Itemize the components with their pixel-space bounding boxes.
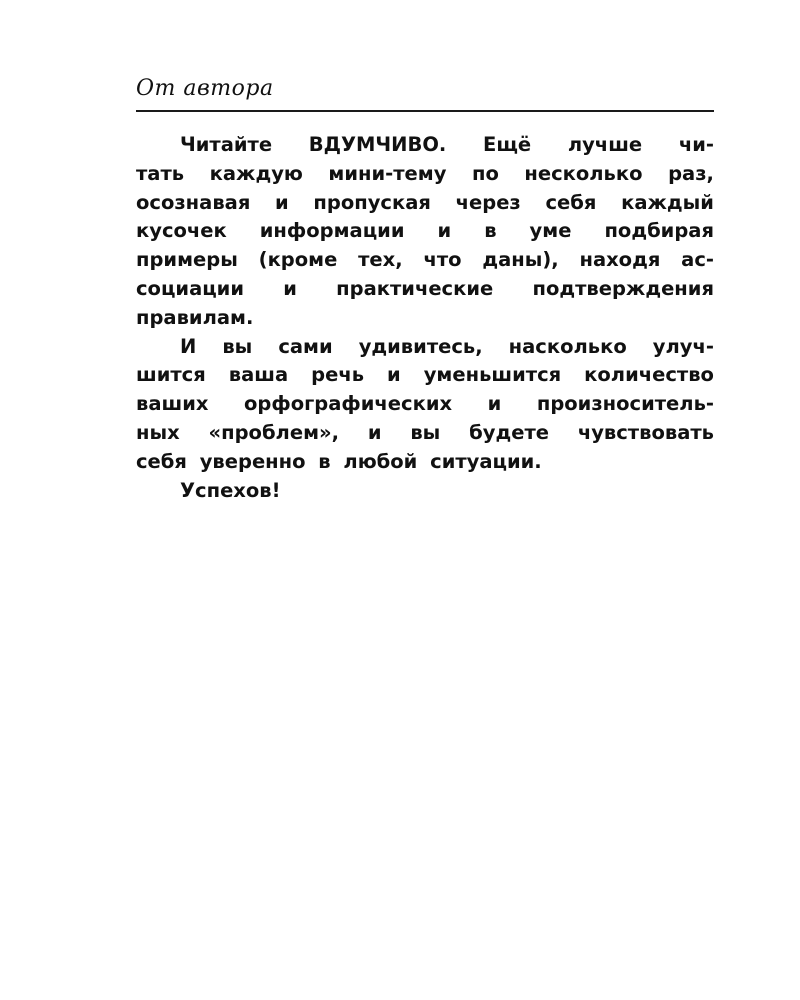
word: каждую (209, 161, 303, 185)
paragraph-line (136, 275, 714, 304)
paragraph-line (136, 448, 714, 477)
word: (кроме (258, 248, 338, 272)
word: уменьшится (423, 363, 562, 387)
paragraph-line (136, 304, 714, 333)
word: насколько (508, 334, 627, 358)
word: «проблем», (208, 420, 340, 444)
word: ваша (228, 363, 289, 387)
word: речь (311, 363, 365, 387)
word: информации (259, 219, 405, 243)
body-text (136, 131, 714, 505)
word: по (471, 161, 499, 185)
word: ВДУМЧИВО. (308, 133, 447, 156)
paragraph-line (136, 361, 714, 390)
word: даны), (482, 248, 559, 272)
word: и (275, 190, 289, 214)
word: улуч- (652, 334, 714, 358)
word: будете (469, 420, 549, 444)
word: пропуская (313, 190, 431, 214)
word: мини-тему (328, 161, 447, 185)
paragraph-line (136, 217, 714, 246)
word: находя (579, 248, 661, 272)
word: и (367, 420, 382, 444)
word: сами (278, 334, 333, 358)
word: кусочек (136, 219, 227, 243)
word: ваших (136, 392, 209, 416)
word: и (487, 392, 502, 416)
word: уме (529, 219, 572, 243)
word: и (283, 276, 297, 300)
word: лучше (567, 133, 643, 156)
word: Ещё (483, 133, 532, 156)
word: вы (410, 420, 441, 444)
word: социации (136, 276, 245, 300)
word: чувствовать (577, 420, 714, 444)
word: ных (136, 420, 180, 444)
word: и (437, 219, 452, 243)
word: И (180, 334, 197, 358)
paragraph-line (136, 160, 714, 189)
word: вы (222, 334, 253, 358)
word: удивитесь, (358, 334, 483, 358)
word: себя уверенно в любой ситуации. (136, 449, 542, 473)
word: подтверждения (532, 276, 714, 300)
paragraph-line (136, 333, 714, 362)
word: Читайте (180, 133, 273, 156)
word: ас- (681, 248, 714, 272)
paragraph-line (136, 390, 714, 419)
word: количество (584, 363, 714, 387)
paragraph-line (136, 477, 714, 506)
paragraph-line (136, 419, 714, 448)
word: через (455, 190, 521, 214)
running-head-title: От автора (136, 76, 274, 101)
closing-word: Успехов! (180, 478, 281, 502)
word: подбирая (604, 219, 714, 243)
word: шится (136, 363, 206, 387)
running-head (136, 72, 714, 112)
word: орфографических (244, 392, 453, 416)
paragraph-line (136, 246, 714, 275)
word: раз, (668, 161, 714, 185)
word: и (387, 363, 401, 387)
word: каждый (621, 190, 714, 214)
word: тех, (358, 248, 403, 272)
word: практические (336, 276, 494, 300)
word: несколько (524, 161, 643, 185)
word: примеры (136, 248, 238, 272)
word: себя (545, 190, 597, 214)
paragraph-line (136, 189, 714, 218)
paragraph-line (136, 131, 714, 160)
word: произноситель- (536, 392, 714, 416)
word: в (484, 219, 497, 243)
word: правилам. (136, 305, 254, 329)
word: осознавая (136, 190, 251, 214)
word: что (423, 248, 462, 272)
word: чи- (678, 133, 714, 156)
word: тать (136, 161, 185, 185)
